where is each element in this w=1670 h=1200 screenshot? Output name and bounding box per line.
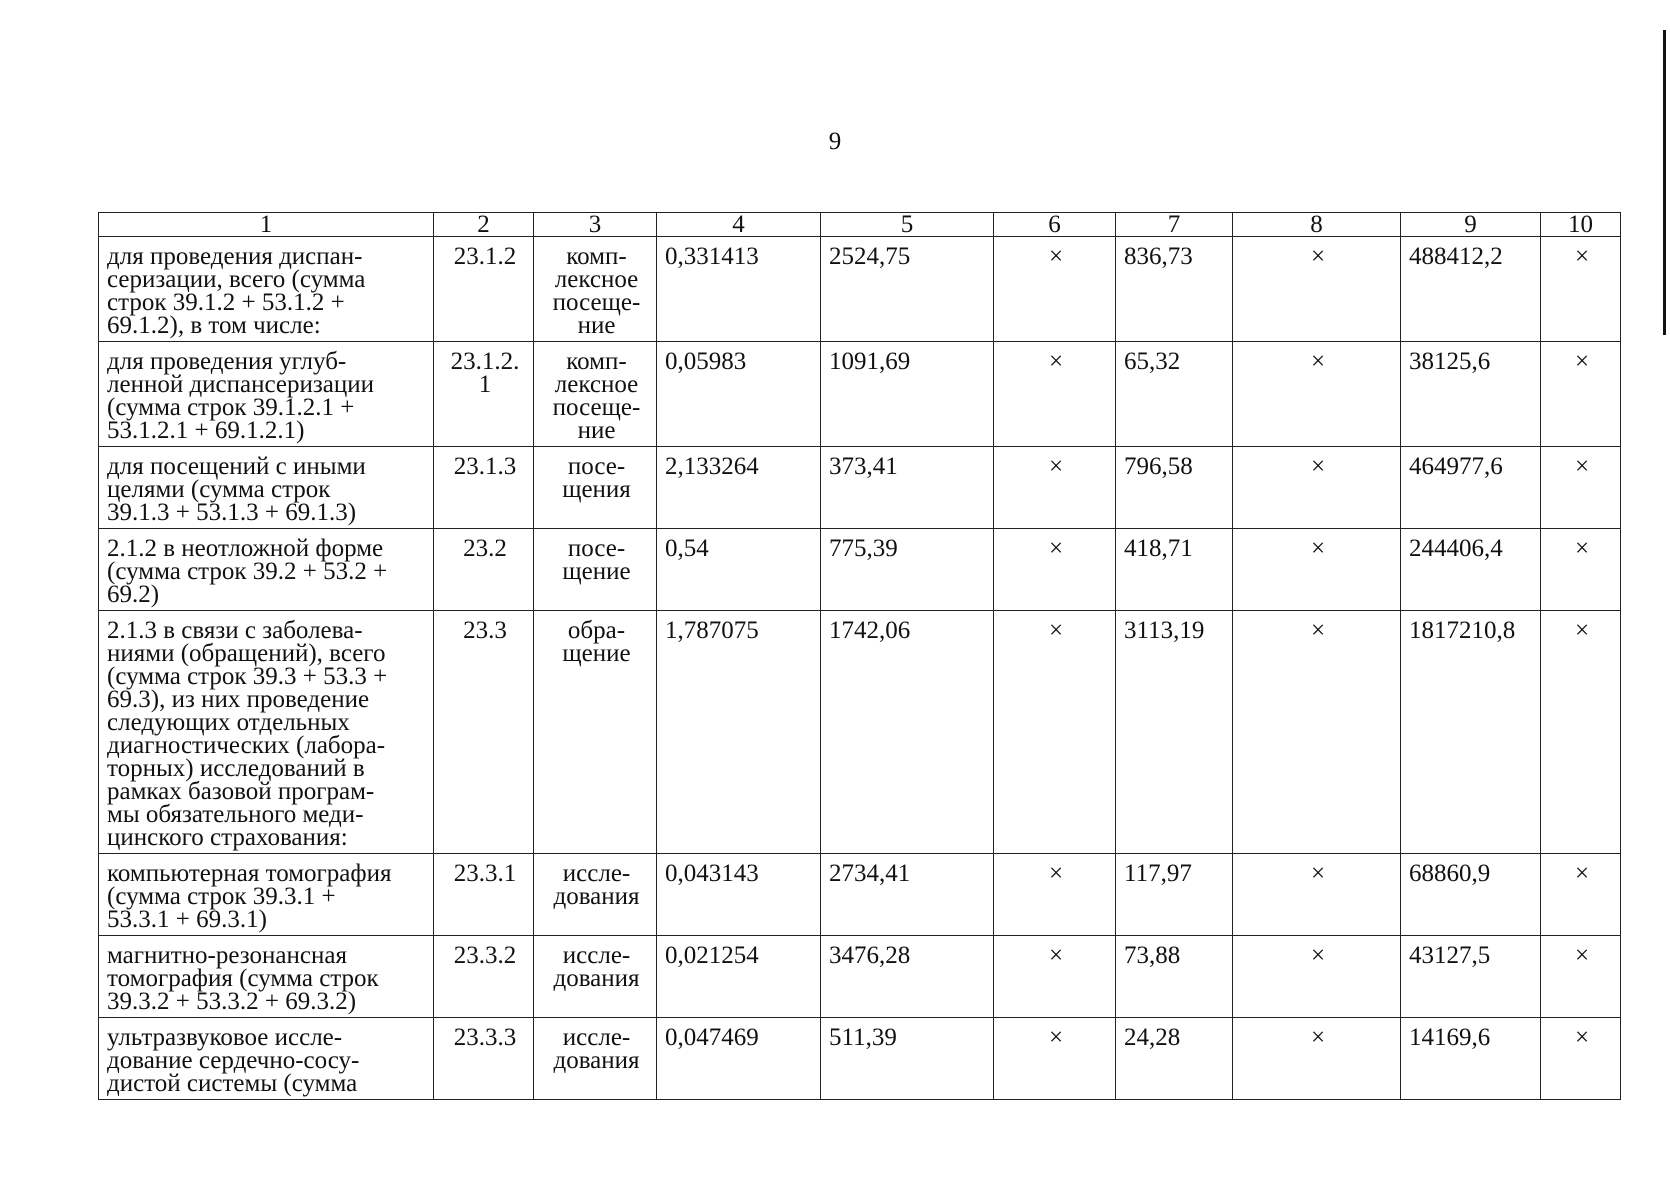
data-table (98, 212, 1621, 1100)
unit-cell: посе- щения (534, 447, 657, 529)
cross-cell: × (1541, 611, 1621, 854)
column-number: 1 (99, 213, 434, 237)
cross-cell: × (1233, 447, 1401, 529)
value-cell: 73,88 (1116, 936, 1233, 1018)
unit-cell: иссле- дования (534, 1018, 657, 1100)
value-cell: 1,787075 (657, 611, 821, 854)
value-cell: 1091,69 (821, 342, 994, 447)
cross-cell: × (1233, 237, 1401, 342)
row-code: 23.3.2 (434, 936, 534, 1018)
cross-cell: × (994, 611, 1116, 854)
unit-cell: посе- щение (534, 529, 657, 611)
value-cell: 0,54 (657, 529, 821, 611)
cross-cell: × (1541, 447, 1621, 529)
row-label: 2.1.3 в связи с заболева- ниями (обращений), всего (сумма строк 39.3 + 53.3 + 69.3), из них проведение следующих отдельных диагностических (лабора- торных) исследований в рамках базовой програм- мы обязательного меди- цинского страхования: (99, 611, 434, 854)
row-label: компьютерная томография (сумма строк 39.3.1 + 53.3.1 + 69.3.1) (99, 854, 434, 936)
row-code: 23.3.1 (434, 854, 534, 936)
cross-cell: × (994, 342, 1116, 447)
cross-cell: × (994, 936, 1116, 1018)
cross-cell: × (994, 854, 1116, 936)
unit-cell: комп- лексное посеще- ние (534, 237, 657, 342)
cross-cell: × (1541, 529, 1621, 611)
row-code: 23.1.2. 1 (434, 342, 534, 447)
cross-cell: × (994, 447, 1116, 529)
value-cell: 1817210,8 (1401, 611, 1541, 854)
value-cell: 43127,5 (1401, 936, 1541, 1018)
row-label: магнитно-резонансная томография (сумма строк 39.3.2 + 53.3.2 + 69.3.2) (99, 936, 434, 1018)
value-cell: 3113,19 (1116, 611, 1233, 854)
row-label: для проведения диспан- серизации, всего (сумма строк 39.1.2 + 53.1.2 + 69.1.2), в том числе: (99, 237, 434, 342)
cross-cell: × (1541, 1018, 1621, 1100)
unit-cell: иссле- дования (534, 854, 657, 936)
unit-cell: иссле- дования (534, 936, 657, 1018)
value-cell: 775,39 (821, 529, 994, 611)
column-number: 8 (1233, 213, 1401, 237)
value-cell: 488412,2 (1401, 237, 1541, 342)
column-number: 10 (1541, 213, 1621, 237)
value-cell: 0,021254 (657, 936, 821, 1018)
cross-cell: × (1233, 936, 1401, 1018)
value-cell: 65,32 (1116, 342, 1233, 447)
cross-cell: × (994, 237, 1116, 342)
cross-cell: × (1541, 237, 1621, 342)
value-cell: 244406,4 (1401, 529, 1541, 611)
value-cell: 0,05983 (657, 342, 821, 447)
value-cell: 3476,28 (821, 936, 994, 1018)
value-cell: 38125,6 (1401, 342, 1541, 447)
value-cell: 373,41 (821, 447, 994, 529)
table-row (99, 447, 1621, 529)
scan-edge-line (1663, 30, 1666, 335)
row-label: для посещений с иными целями (сумма строк 39.1.3 + 53.1.3 + 69.1.3) (99, 447, 434, 529)
row-label: ультразвуковое иссле- дование сердечно-сосу- дистой системы (сумма (99, 1018, 434, 1100)
value-cell: 1742,06 (821, 611, 994, 854)
value-cell: 14169,6 (1401, 1018, 1541, 1100)
cross-cell: × (1233, 529, 1401, 611)
column-number: 9 (1401, 213, 1541, 237)
column-number: 3 (534, 213, 657, 237)
unit-cell: комп- лексное посеще- ние (534, 342, 657, 447)
row-code: 23.2 (434, 529, 534, 611)
table-row (99, 342, 1621, 447)
table-row (99, 936, 1621, 1018)
column-number: 6 (994, 213, 1116, 237)
value-cell: 2524,75 (821, 237, 994, 342)
page-number: 9 (828, 128, 842, 155)
column-number: 4 (657, 213, 821, 237)
cross-cell: × (1233, 1018, 1401, 1100)
table-row (99, 237, 1621, 342)
unit-cell: обра- щение (534, 611, 657, 854)
cross-cell: × (1541, 342, 1621, 447)
cross-cell: × (1541, 854, 1621, 936)
value-cell: 117,97 (1116, 854, 1233, 936)
value-cell: 836,73 (1116, 237, 1233, 342)
value-cell: 464977,6 (1401, 447, 1541, 529)
value-cell: 796,58 (1116, 447, 1233, 529)
value-cell: 2,133264 (657, 447, 821, 529)
value-cell: 511,39 (821, 1018, 994, 1100)
value-cell: 0,331413 (657, 237, 821, 342)
cross-cell: × (994, 1018, 1116, 1100)
table-row (99, 854, 1621, 936)
row-code: 23.1.2 (434, 237, 534, 342)
cross-cell: × (1541, 936, 1621, 1018)
table-row (99, 611, 1621, 854)
cross-cell: × (1233, 854, 1401, 936)
row-code: 23.1.3 (434, 447, 534, 529)
cross-cell: × (1233, 611, 1401, 854)
value-cell: 0,047469 (657, 1018, 821, 1100)
cross-cell: × (994, 529, 1116, 611)
value-cell: 2734,41 (821, 854, 994, 936)
row-code: 23.3 (434, 611, 534, 854)
row-code: 23.3.3 (434, 1018, 534, 1100)
value-cell: 24,28 (1116, 1018, 1233, 1100)
value-cell: 418,71 (1116, 529, 1233, 611)
table-row (99, 529, 1621, 611)
value-cell: 68860,9 (1401, 854, 1541, 936)
column-number: 7 (1116, 213, 1233, 237)
row-label: для проведения углуб- ленной диспансеризации (сумма строк 39.1.2.1 + 53.1.2.1 + 69.1.2.1) (99, 342, 434, 447)
row-label: 2.1.2 в неотложной форме (сумма строк 39.2 + 53.2 + 69.2) (99, 529, 434, 611)
table-header-row (99, 213, 1621, 237)
cross-cell: × (1233, 342, 1401, 447)
column-number: 5 (821, 213, 994, 237)
value-cell: 0,043143 (657, 854, 821, 936)
table-row (99, 1018, 1621, 1100)
column-number: 2 (434, 213, 534, 237)
